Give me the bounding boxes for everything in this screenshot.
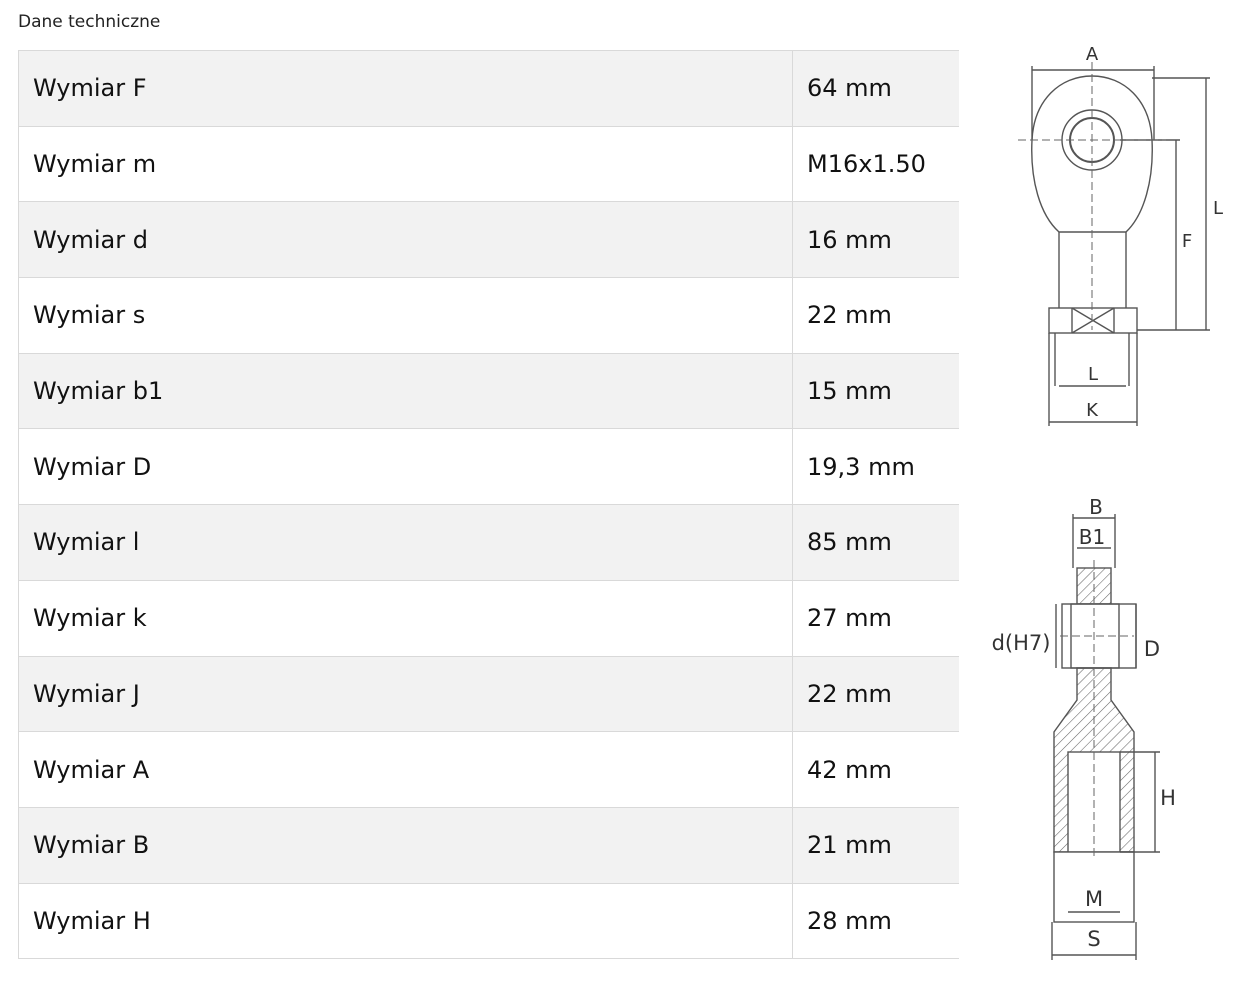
specs-table — [18, 50, 959, 959]
spec-label: Wymiar A — [19, 732, 793, 808]
rod-end-front-view-diagram — [990, 36, 1240, 436]
spec-label: Wymiar J — [19, 656, 793, 732]
label-A: A — [1085, 44, 1099, 65]
spec-value: 19,3 mm — [793, 429, 959, 505]
spec-label: Wymiar b1 — [19, 353, 793, 429]
spec-value: 21 mm — [793, 807, 959, 883]
table-row — [19, 278, 959, 354]
spec-value: 15 mm — [793, 353, 959, 429]
spec-label: Wymiar l — [19, 505, 793, 581]
spec-value: 85 mm — [793, 505, 959, 581]
table-row — [19, 429, 959, 505]
spec-label: Wymiar k — [19, 580, 793, 656]
label-L-outer: L — [1212, 198, 1224, 219]
label-B: B — [1089, 495, 1103, 519]
spec-value: 22 mm — [793, 278, 959, 354]
table-row — [19, 353, 959, 429]
spec-label: Wymiar B — [19, 807, 793, 883]
spec-label: Wymiar D — [19, 429, 793, 505]
table-row — [19, 51, 959, 127]
table-row — [19, 202, 959, 278]
section-heading: Dane techniczne — [18, 12, 161, 32]
table-row — [19, 505, 959, 581]
label-H: H — [1160, 786, 1176, 810]
spec-value: 64 mm — [793, 51, 959, 127]
spec-label: Wymiar s — [19, 278, 793, 354]
label-S: S — [1087, 927, 1101, 951]
table-row — [19, 580, 959, 656]
table-row — [19, 656, 959, 732]
table-row — [19, 807, 959, 883]
label-B1: B1 — [1078, 525, 1106, 549]
spec-label: Wymiar H — [19, 883, 793, 959]
spec-value: 22 mm — [793, 656, 959, 732]
table-row — [19, 883, 959, 959]
table-row — [19, 732, 959, 808]
label-L-inner: L — [1087, 364, 1099, 385]
label-M: M — [1084, 887, 1104, 911]
label-D: D — [1143, 637, 1161, 661]
spec-value: 28 mm — [793, 883, 959, 959]
spec-value: 42 mm — [793, 732, 959, 808]
spec-label: Wymiar d — [19, 202, 793, 278]
rod-end-side-section-diagram — [985, 490, 1240, 970]
spec-value: M16x1.50 — [793, 126, 959, 202]
table-row — [19, 126, 959, 202]
label-d-H7: d(H7) — [991, 631, 1051, 655]
spec-label: Wymiar F — [19, 51, 793, 127]
spec-label: Wymiar m — [19, 126, 793, 202]
label-F: F — [1181, 231, 1193, 252]
spec-value: 16 mm — [793, 202, 959, 278]
label-K: K — [1086, 400, 1098, 421]
spec-value: 27 mm — [793, 580, 959, 656]
